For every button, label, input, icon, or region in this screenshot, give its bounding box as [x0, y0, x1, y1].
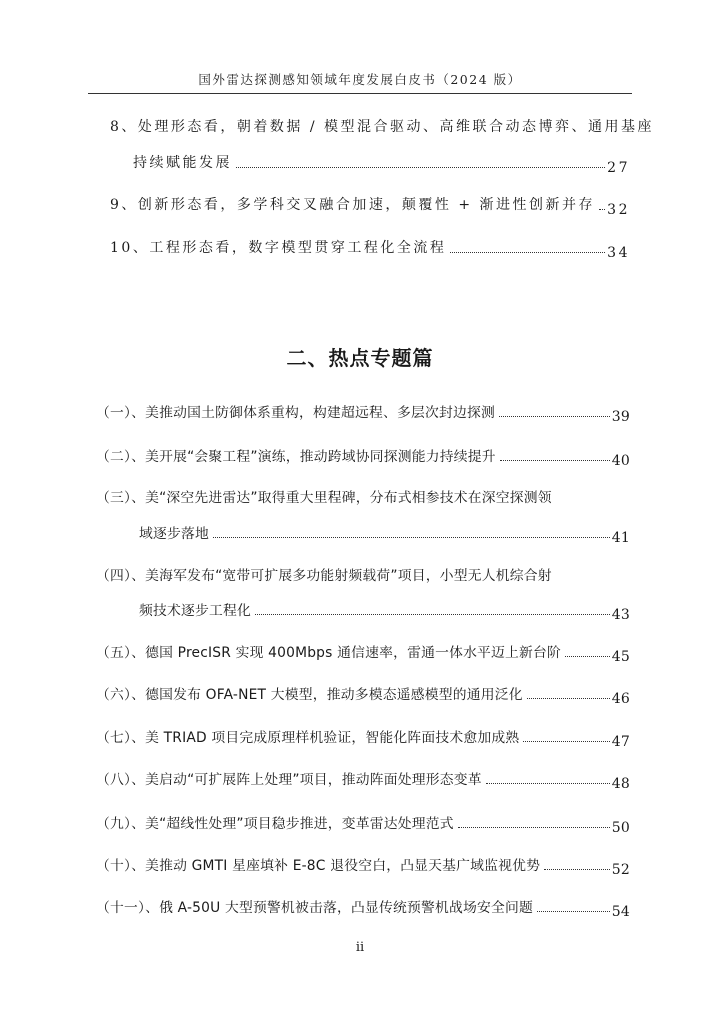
page-number: 50 — [611, 820, 630, 836]
toc-entry-hot-2[interactable] — [96, 445, 630, 469]
dot-leader — [236, 166, 605, 168]
page-number: 34 — [607, 245, 630, 261]
toc-entry-text: 8、处理形态看，朝着数据 / 模型混合驱动、高维联合动态博弈、通用基座 — [110, 119, 655, 135]
toc-entry-text: （十）、美推动 GMTI 星座填补 E-8C 退役空白，凸显天基广域监视优势 — [96, 858, 541, 874]
page-number: 32 — [607, 202, 630, 218]
page-number: 47 — [611, 734, 630, 750]
toc-entry-hot-11[interactable] — [96, 896, 630, 920]
toc-entry-text: 域逐步落地 — [139, 526, 209, 542]
toc-entry-hot-4[interactable] — [96, 564, 630, 584]
toc-entry-text: （十一）、俄 A-50U 大型预警机被击落，凸显传统预警机战场安全问题 — [96, 900, 533, 916]
toc-entry-9[interactable] — [110, 194, 630, 218]
dot-leader — [458, 826, 610, 828]
toc-entry-10[interactable] — [110, 237, 630, 261]
page-number: 54 — [611, 904, 630, 920]
page-number: 52 — [611, 862, 630, 878]
toc-entry-text: 持续赋能发展 — [133, 155, 232, 171]
page-number: 40 — [611, 453, 630, 469]
toc-entry-hot-6[interactable] — [96, 683, 630, 707]
toc-entry-text: （五）、德国 PrecISR 实现 400Mbps 通信速率，雷通一体水平迈上新台阶 — [96, 645, 562, 661]
toc-entry-text: （七）、美 TRIAD 项目完成原理样机验证，智能化阵面技术愈加成熟 — [96, 730, 520, 746]
page-number: 27 — [607, 160, 630, 176]
section-title: 二、热点专题篇 — [286, 346, 434, 370]
toc-entry-hot-1[interactable] — [96, 401, 630, 425]
toc-entry-text: 9、创新形态看，多学科交叉融合加速，颠覆性 + 渐进性创新并存 — [110, 197, 596, 213]
dot-leader — [599, 208, 605, 210]
dot-leader — [544, 868, 610, 870]
toc-entry-text: （三）、美“深空先进雷达”取得重大里程碑，分布式相参技术在深空探测领 — [96, 490, 552, 506]
dot-leader — [499, 415, 610, 417]
dot-leader — [450, 251, 605, 253]
toc-entry-hot-7[interactable] — [96, 726, 630, 750]
dot-leader — [527, 697, 610, 699]
toc-entry-8[interactable] — [110, 116, 655, 136]
dot-leader — [255, 613, 610, 615]
toc-entry-text: 频技术逐步工程化 — [139, 603, 251, 619]
toc-entry-text: （一）、美推动国土防御体系重构，构建超远程、多层次封边探测 — [96, 405, 496, 421]
toc-entry-text: （四）、美海军发布“宽带可扩展多功能射频载荷”项目，小型无人机综合射 — [96, 568, 552, 584]
toc-entry-hot-5[interactable] — [96, 641, 630, 665]
toc-entry-8-cont[interactable] — [133, 152, 630, 176]
toc-entry-hot-8[interactable] — [96, 768, 630, 792]
toc-entry-text: （八）、美启动“可扩展阵上处理”项目，推动阵面处理形态变革 — [96, 772, 482, 788]
dot-leader — [486, 782, 610, 784]
page-number: 43 — [611, 607, 630, 623]
toc-entry-text: （六）、德国发布 OFA-NET 大模型，推动多模态遥感模型的通用泛化 — [96, 687, 523, 703]
dot-leader — [523, 740, 609, 742]
page-footer-number: ii — [355, 940, 365, 955]
header-rule — [88, 93, 632, 94]
dot-leader — [565, 655, 610, 657]
page-number: 46 — [611, 691, 630, 707]
page-number: 45 — [611, 649, 630, 665]
toc-entry-hot-4-cont[interactable] — [139, 599, 630, 623]
toc-entry-hot-9[interactable] — [96, 812, 630, 836]
toc-entry-hot-3-cont[interactable] — [139, 522, 630, 546]
dot-leader — [213, 536, 610, 538]
page-number: 48 — [611, 776, 630, 792]
page-number: 39 — [611, 409, 630, 425]
toc-entry-text: 10、工程形态看，数字模型贯穿工程化全流程 — [110, 240, 447, 256]
running-header: 国外雷达探测感知领域年度发展白皮书（2024 版） — [198, 72, 522, 87]
toc-entry-text: （九）、美“超线性处理”项目稳步推进，变革雷达处理范式 — [96, 816, 454, 832]
toc-entry-text: （二）、美开展“会聚工程”演练，推动跨域协同探测能力持续提升 — [96, 449, 496, 465]
toc-entry-hot-3[interactable] — [96, 486, 630, 506]
dot-leader — [500, 459, 610, 461]
dot-leader — [537, 910, 610, 912]
page-number: 41 — [611, 530, 630, 546]
toc-entry-hot-10[interactable] — [96, 854, 630, 878]
